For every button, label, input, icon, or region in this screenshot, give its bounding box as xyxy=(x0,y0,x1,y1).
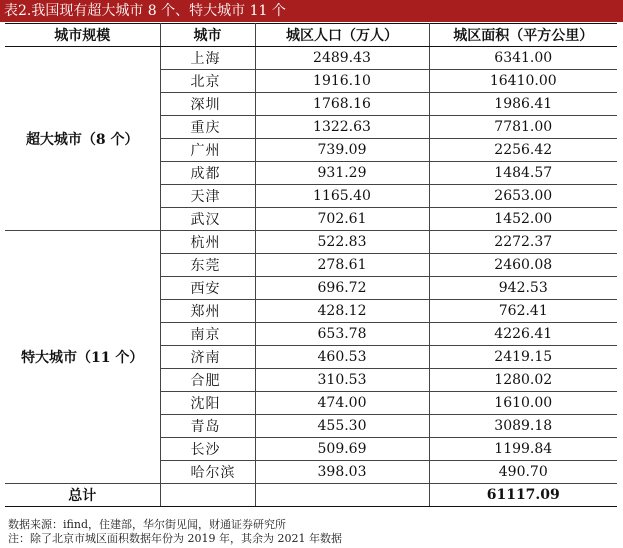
population-cell: 278.61 xyxy=(255,254,429,277)
city-cell: 南京 xyxy=(160,323,255,346)
population-cell: 1322.63 xyxy=(255,116,429,139)
population-cell: 428.12 xyxy=(255,300,429,323)
city-cell: 上海 xyxy=(160,47,255,70)
population-cell: 653.78 xyxy=(255,323,429,346)
city-cell: 北京 xyxy=(160,70,255,93)
header-area: 城区面积（平方公里） xyxy=(429,24,617,47)
city-cell: 广州 xyxy=(160,139,255,162)
total-population xyxy=(255,484,429,507)
population-cell: 509.69 xyxy=(255,438,429,461)
area-cell: 6341.00 xyxy=(429,47,617,70)
city-cell: 武汉 xyxy=(160,208,255,231)
area-cell: 3089.18 xyxy=(429,415,617,438)
area-cell: 2272.37 xyxy=(429,231,617,254)
area-cell: 1280.02 xyxy=(429,369,617,392)
city-cell: 青岛 xyxy=(160,415,255,438)
city-table xyxy=(5,23,617,507)
total-row xyxy=(5,484,617,507)
city-cell: 合肥 xyxy=(160,369,255,392)
city-cell: 西安 xyxy=(160,277,255,300)
area-cell: 1610.00 xyxy=(429,392,617,415)
area-cell: 16410.00 xyxy=(429,70,617,93)
total-city-cell xyxy=(160,484,255,507)
total-area: 61117.09 xyxy=(429,484,617,507)
population-cell: 455.30 xyxy=(255,415,429,438)
area-cell: 7781.00 xyxy=(429,116,617,139)
population-cell: 702.61 xyxy=(255,208,429,231)
table-body xyxy=(5,47,617,484)
population-cell: 522.83 xyxy=(255,231,429,254)
area-cell: 1452.00 xyxy=(429,208,617,231)
city-cell: 重庆 xyxy=(160,116,255,139)
population-cell: 398.03 xyxy=(255,461,429,484)
population-cell: 931.29 xyxy=(255,162,429,185)
population-cell: 474.00 xyxy=(255,392,429,415)
city-cell: 东莞 xyxy=(160,254,255,277)
area-cell: 762.41 xyxy=(429,300,617,323)
source-note: 数据来源：ifind，住建部，华尔街见闻，财通证券研究所 xyxy=(8,518,286,531)
population-cell: 1916.10 xyxy=(255,70,429,93)
area-cell: 1986.41 xyxy=(429,93,617,116)
area-cell: 1484.57 xyxy=(429,162,617,185)
city-cell: 长沙 xyxy=(160,438,255,461)
city-cell: 哈尔滨 xyxy=(160,461,255,484)
area-cell: 1199.84 xyxy=(429,438,617,461)
area-cell: 4226.41 xyxy=(429,323,617,346)
group-label: 超大城市（8 个） xyxy=(5,47,160,231)
city-cell: 深圳 xyxy=(160,93,255,116)
area-cell: 2460.08 xyxy=(429,254,617,277)
area-cell: 2653.00 xyxy=(429,185,617,208)
population-cell: 310.53 xyxy=(255,369,429,392)
group-label: 特大城市（11 个） xyxy=(5,231,160,484)
population-cell: 696.72 xyxy=(255,277,429,300)
footnote: 注：除了北京市城区面积数据年份为 2019 年，其余为 2021 年数据 xyxy=(8,532,342,545)
header-city: 城市 xyxy=(160,24,255,47)
city-cell: 济南 xyxy=(160,346,255,369)
population-cell: 1768.16 xyxy=(255,93,429,116)
city-cell: 杭州 xyxy=(160,231,255,254)
total-label: 总计 xyxy=(5,484,160,507)
population-cell: 1165.40 xyxy=(255,185,429,208)
area-cell: 942.53 xyxy=(429,277,617,300)
area-cell: 2419.15 xyxy=(429,346,617,369)
area-cell: 2256.42 xyxy=(429,139,617,162)
area-cell: 490.70 xyxy=(429,461,617,484)
header-row xyxy=(5,24,617,47)
header-population: 城区人口（万人） xyxy=(255,24,429,47)
city-cell: 成都 xyxy=(160,162,255,185)
table-row xyxy=(5,47,617,70)
city-cell: 天津 xyxy=(160,185,255,208)
table-row xyxy=(5,231,617,254)
header-scale: 城市规模 xyxy=(5,24,160,47)
table-title: 表2.我国现有超大城市 8 个、特大城市 11 个 xyxy=(0,0,623,22)
city-cell: 沈阳 xyxy=(160,392,255,415)
population-cell: 2489.43 xyxy=(255,47,429,70)
population-cell: 460.53 xyxy=(255,346,429,369)
city-cell: 郑州 xyxy=(160,300,255,323)
population-cell: 739.09 xyxy=(255,139,429,162)
notes xyxy=(8,518,342,546)
